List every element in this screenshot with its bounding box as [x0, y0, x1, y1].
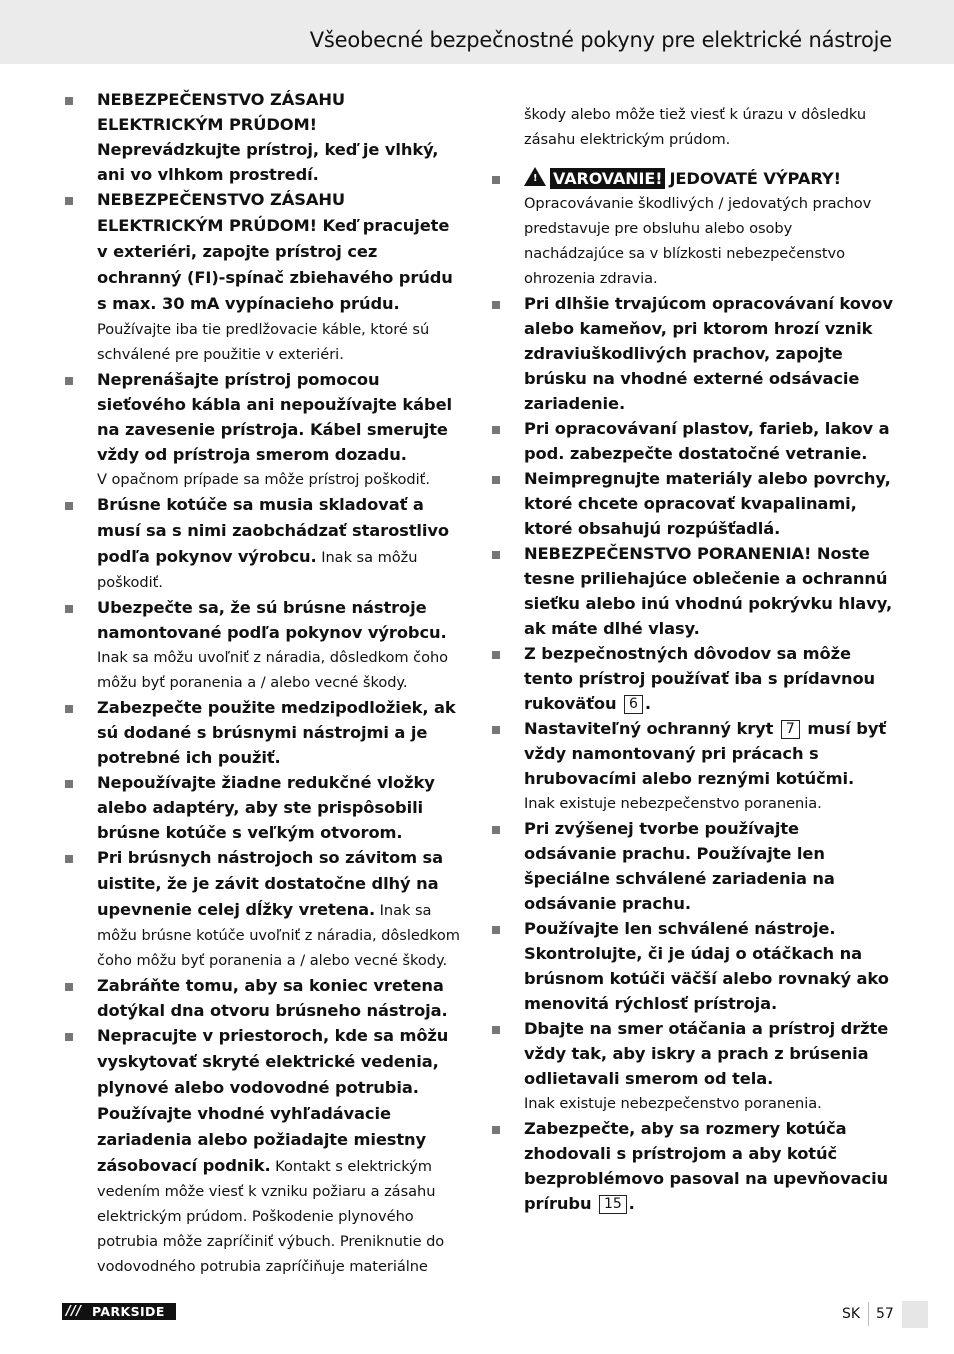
part-reference: 6 — [624, 695, 643, 714]
item-bold-text: NEBEZPEČENSTVO ZÁSAHU ELEKTRICKÝM PRÚDOM! Keď pracujete v exteriéri, zapojte prístroj cez ochranný (FI)-spínač zbiehavého prúdu s max. 30 mA vypínacieho prúdu. — [97, 190, 453, 313]
item-bold-text: Neprenášajte prístroj pomocou sieťového kábla ani nepoužívajte kábel na zavesenie prístroja. Kábel smerujte vždy od prístroja smerom dozadu. — [97, 370, 452, 464]
list-item — [489, 166, 893, 291]
item-normal-text: škody alebo môže tiež viesť k úrazu v dôsledku zásahu elektrickým prúdom. — [524, 105, 867, 148]
item-bold-text: Nepracujte v priestoroch, kde sa môžu vyskytovať skryté elektrické vedenia, plynové alebo vodovodné potrubia. Používajte vhodné vyhľadávacie zariadenia alebo požiadajte miestny zásobovací podnik. — [97, 1026, 449, 1175]
square-bullet-icon — [492, 726, 500, 734]
square-bullet-icon — [492, 426, 500, 434]
square-bullet-icon — [492, 551, 500, 559]
item-bold-text: Z bezpečnostných dôvodov sa môže tento prístroj používať iba s prídavnou rukoväťou — [524, 644, 876, 714]
square-bullet-icon — [65, 983, 73, 991]
square-bullet-icon — [492, 826, 500, 834]
item-bold-text: Pri dlhšie trvajúcom opracovávaní kovov alebo kameňov, pri ktorom hrozí vznik zdraviuškodlivých prachov, zapojte brúsku na vhodné externé odsávacie zariadenie. — [524, 294, 893, 414]
sentence-end: . — [628, 1194, 635, 1214]
item-normal-text: Používajte iba tie predlžovacie káble, ktoré sú schválené pre použitie v exteriéri. — [97, 321, 430, 363]
item-bold-text: Zabezpečte, aby sa rozmery kotúča zhodovali s prístrojom a aby kotúč bezproblémovo pasoval na upevňovaciu prírubu — [524, 1119, 889, 1214]
list-item — [489, 1116, 893, 1216]
item-normal-text: Opracovávanie škodlivých / jedovatých prachov predstavuje pre obsluhu alebo osoby nachádzajúce sa v blízkosti nebezpečenstvo ohrozenia zdravia. — [524, 195, 872, 288]
list-item — [489, 916, 893, 1016]
item-normal-text: Inak sa môžu uvoľniť z náradia, dôsledkom čoho môžu byť poranenia a / alebo vecné škody. — [97, 649, 449, 691]
language-code: SK — [842, 1306, 861, 1322]
item-bold-text: musí byť vždy namontovaný pri prácach s hrubovacími alebo reznými kotúčmi. — [524, 719, 887, 789]
logo-text: PARKSIDE — [92, 1304, 165, 1319]
right-column — [489, 87, 893, 1216]
square-bullet-icon — [65, 1033, 73, 1041]
list-item — [489, 466, 893, 541]
square-bullet-icon — [492, 926, 500, 934]
list-item — [62, 187, 464, 367]
page-number: 57 — [876, 1306, 894, 1322]
item-bold-text: Nepoužívajte žiadne redukčné vložky alebo adaptéry, aby ste prispôsobili brúsne kotúče s veľkým otvorom. — [97, 773, 435, 842]
item-bold-text: NEBEZPEČENSTVO ZÁSAHU ELEKTRICKÝM PRÚDOM! Neprevádzkujte prístroj, keď je vlhký, ani vo vlhkom prostredí. — [97, 90, 439, 184]
item-normal-text: Inak sa môžu brúsne kotúče uvoľniť z náradia, dôsledkom čoho môžu byť poranenia a / alebo vecné škody. — [97, 902, 460, 969]
part-reference: 15 — [599, 1195, 627, 1214]
left-column — [62, 87, 464, 1279]
page-tab — [902, 1301, 928, 1328]
square-bullet-icon — [65, 197, 73, 205]
list-item — [62, 367, 464, 492]
square-bullet-icon — [65, 855, 73, 863]
square-bullet-icon — [492, 1126, 500, 1134]
list-item — [62, 1023, 464, 1279]
item-bold-text: Pri opracovávaní plastov, farieb, lakov a pod. zabezpečte dostatočné vetranie. — [524, 419, 890, 464]
square-bullet-icon — [65, 705, 73, 713]
item-bold-text: Ubezpečte sa, že sú brúsne nástroje namontované podľa pokynov výrobcu. — [97, 598, 447, 642]
item-normal-text: Inak sa môžu poškodiť. — [97, 549, 418, 591]
item-bold-text: Zabezpečte použite medzipodložiek, ak sú dodané s brúsnymi nástrojmi a je potrebné ich použiť. — [97, 698, 456, 767]
item-bold-text: Brúsne kotúče sa musia skladovať a musí sa s nimi zaobchádzať starostlivo podľa pokynov výrobcu. — [97, 495, 449, 566]
continued-text — [489, 102, 893, 152]
parkside-logo — [62, 1303, 176, 1320]
list-item — [489, 816, 893, 916]
warning-label: VAROVANIE! — [550, 168, 665, 189]
page-title: Všeobecné bezpečnostné pokyny pre elektrické nástroje — [309, 28, 892, 52]
item-normal-text: Kontakt s elektrickým vedením môže viesť k vzniku požiaru a zásahu elektrickým prúdom. Poškodenie plynového potrubia môže zapríčiniť výbuch. Preniknutie do vodovodného potrubia zapríčiňuje materiálne — [97, 1158, 445, 1275]
item-bold-text: Zabráňte tomu, aby sa koniec vretena dotýkal dna otvoru brúsneho nástroja. — [97, 976, 448, 1020]
list-item — [62, 845, 464, 973]
item-bold-text: Dbajte na smer otáčania a prístroj držte vždy tak, aby iskry a prach z brúsenia odlietavali smerom od tela. — [524, 1019, 889, 1089]
square-bullet-icon — [65, 502, 73, 510]
list-item — [489, 1016, 893, 1116]
square-bullet-icon — [65, 97, 73, 105]
square-bullet-icon — [492, 476, 500, 484]
item-bold-text: Pri brúsnych nástrojoch so závitom sa uistite, že je závit dostatočne dlhý na upevnenie celej dĺžky vretena. — [97, 848, 444, 919]
item-bold-text: Pri zvýšenej tvorbe používajte odsávanie prachu. Používajte len špeciálne schválené zariadenia na odsávanie prachu. — [524, 819, 835, 914]
square-bullet-icon — [492, 176, 500, 184]
square-bullet-icon — [65, 377, 73, 385]
item-bold-text: Neimpregnujte materiály alebo povrchy, ktoré chcete opracovať kvapalinami, ktoré obsahujú rozpúšťadlá. — [524, 469, 891, 539]
square-bullet-icon — [65, 780, 73, 788]
part-reference: 7 — [781, 720, 800, 739]
item-normal-text: Inak existuje nebezpečenstvo poranenia. — [524, 795, 822, 813]
square-bullet-icon — [492, 1026, 500, 1034]
item-normal-text: V opačnom prípade sa môže prístroj poškodiť. — [97, 471, 430, 488]
list-item — [62, 973, 464, 1023]
list-item — [489, 716, 893, 816]
list-item — [489, 541, 893, 641]
square-bullet-icon — [492, 301, 500, 309]
item-bold-text: JEDOVATÉ VÝPARY! — [669, 169, 841, 189]
item-normal-text: Inak existuje nebezpečenstvo poranenia. — [524, 1095, 822, 1113]
list-item — [62, 770, 464, 845]
logo-stripes-icon: /// — [66, 1304, 82, 1319]
sentence-end: . — [644, 694, 651, 714]
square-bullet-icon — [492, 651, 500, 659]
list-item — [62, 595, 464, 695]
item-bold-text: NEBEZPEČENSTVO PORANENIA! Noste tesne priliehajúce oblečenie a ochrannú sieťku alebo inú vhodnú pokrývku hlavy, ak máte dlhé vlasy. — [524, 544, 893, 639]
footer-divider — [868, 1302, 869, 1326]
list-item — [489, 291, 893, 416]
item-bold-text: Nastaviteľný ochranný kryt — [524, 719, 774, 739]
list-item — [489, 641, 893, 716]
square-bullet-icon — [65, 605, 73, 613]
warning-triangle-icon: ! — [524, 167, 546, 186]
item-bold-text: Používajte len schválené nástroje. Skontrolujte, či je údaj o otáčkach na brúsnom kotúči väčší alebo rovnaký ako menovitá rýchlosť prístroja. — [524, 919, 889, 1014]
list-item — [62, 695, 464, 770]
list-item — [62, 87, 464, 187]
list-item — [62, 492, 464, 595]
list-item — [489, 416, 893, 466]
